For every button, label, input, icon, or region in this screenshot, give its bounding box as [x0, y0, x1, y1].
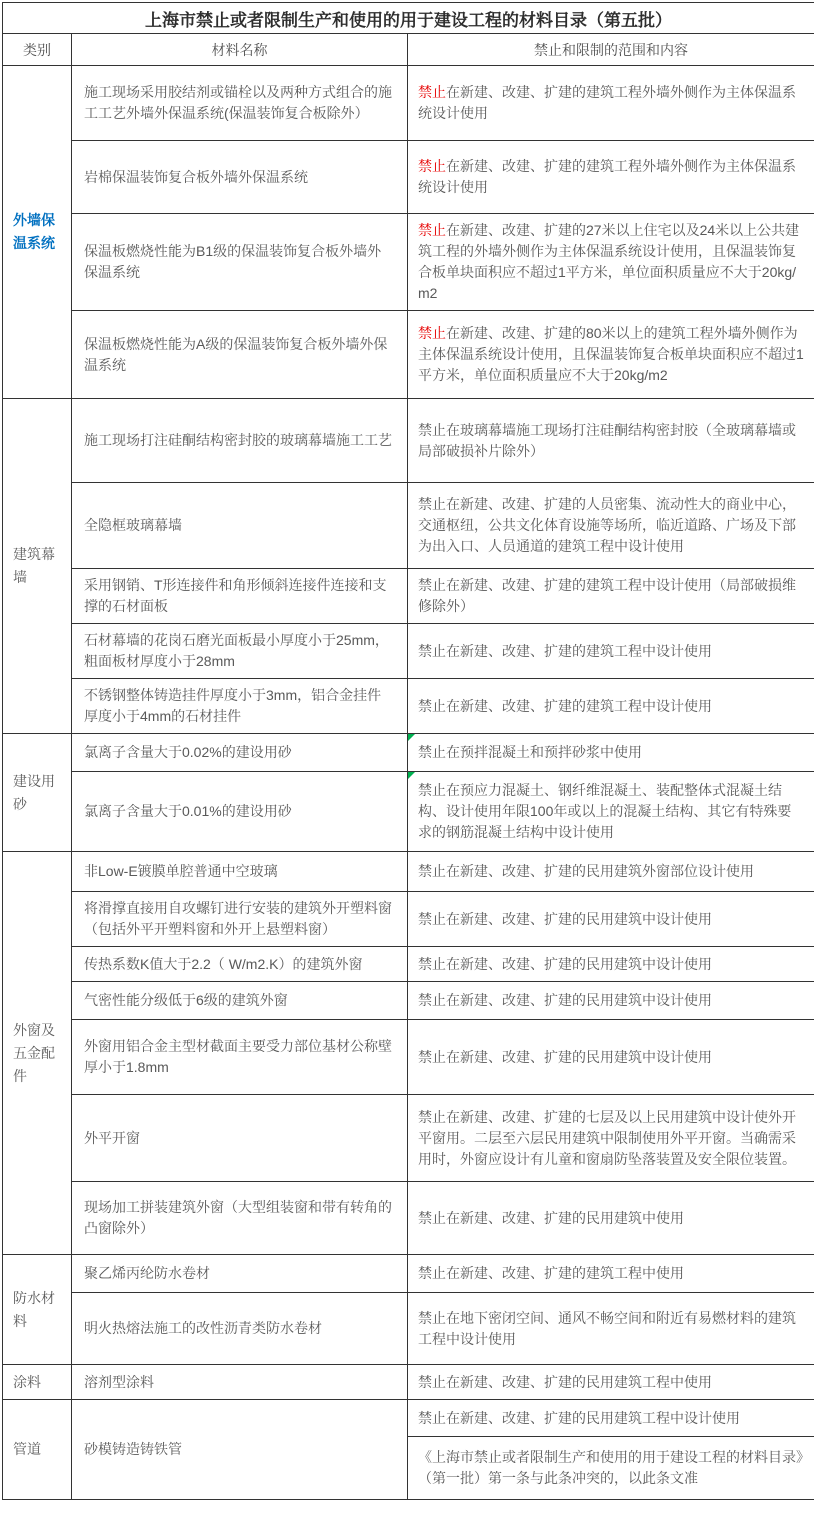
restriction-text: 禁止在新建、改建、扩建的建筑工程中设计使用 [418, 698, 712, 714]
category-cell: 管道 [3, 1400, 72, 1500]
title-row [3, 3, 814, 34]
material-cell: 保温板燃烧性能为B1级的保温装饰复合板外墙外保温系统 [72, 214, 408, 311]
restriction-cell [408, 1400, 814, 1437]
material-cell: 聚乙烯丙纶防水卷材 [72, 1255, 408, 1293]
table-row [3, 141, 814, 214]
table-row [3, 1400, 814, 1437]
category-cell: 建筑幕墙 [3, 399, 72, 734]
restriction-text: 禁止在新建、改建、扩建的民用建筑中设计使用 [418, 911, 712, 927]
table-row [3, 947, 814, 982]
comment-marker-icon [408, 734, 415, 741]
restriction-text: 禁止在新建、改建、扩建的民用建筑中设计使用 [418, 956, 712, 972]
restriction-cell [408, 734, 814, 772]
restriction-cell [408, 569, 814, 624]
material-cell: 采用钢销、T形连接件和角形倾斜连接件连接和支撑的石材面板 [72, 569, 408, 624]
restriction-cell [408, 311, 814, 399]
table-row [3, 1095, 814, 1182]
table-row [3, 624, 814, 679]
restriction-text: 禁止在新建、改建、扩建的建筑工程中设计使用（局部破损维修除外） [418, 577, 796, 614]
materials-table [2, 2, 814, 1500]
table-row [3, 734, 814, 772]
restriction-cell [408, 1182, 814, 1255]
restriction-cell [408, 1365, 814, 1400]
material-cell: 全隐框玻璃幕墙 [72, 483, 408, 569]
material-cell: 将滑撑直接用自攻螺钉进行安装的建筑外开塑料窗（包括外平开塑料窗和外开上悬塑料窗） [72, 892, 408, 947]
page-title: 上海市禁止或者限制生产和使用的用于建设工程的材料目录（第五批） [3, 3, 814, 34]
table-row [3, 772, 814, 852]
table-row [3, 569, 814, 624]
table-row [3, 679, 814, 734]
restriction-text: 禁止在玻璃幕墙施工现场打注硅酮结构密封胶（全玻璃幕墙或局部破损补片除外） [418, 422, 796, 459]
category-cell: 建设用砂 [3, 734, 72, 852]
restriction-text: 禁止在地下密闭空间、通风不畅空间和附近有易燃材料的建筑工程中设计使用 [418, 1310, 796, 1347]
restriction-cell [408, 1020, 814, 1095]
material-cell: 石材幕墙的花岗石磨光面板最小厚度小于25mm，粗面板材厚度小于28mm [72, 624, 408, 679]
col-header-restriction: 禁止和限制的范围和内容 [408, 34, 814, 66]
restriction-cell [408, 1293, 814, 1365]
table-row [3, 1255, 814, 1293]
material-cell: 气密性能分级低于6级的建筑外窗 [72, 982, 408, 1020]
restriction-cell [408, 1255, 814, 1293]
table-row [3, 399, 814, 483]
material-cell: 明火热熔法施工的改性沥青类防水卷材 [72, 1293, 408, 1365]
comment-marker-icon [408, 772, 415, 779]
restriction-text: 禁止在新建、改建、扩建的民用建筑工程中设计使用 [418, 1410, 740, 1426]
table-row [3, 483, 814, 569]
ban-keyword: 禁止 [418, 158, 446, 174]
restriction-cell [408, 852, 814, 892]
table-row [3, 311, 814, 399]
table-row [3, 852, 814, 892]
table-row [3, 1020, 814, 1095]
restriction-text: 禁止在新建、改建、扩建的民用建筑工程中使用 [418, 1374, 712, 1390]
material-cell: 溶剂型涂料 [72, 1365, 408, 1400]
restriction-text: 禁止在新建、改建、扩建的人员密集、流动性大的商业中心，交通枢纽，公共文化体育设施等场所，临近道路、广场及下部为出入口、人员通道的建筑工程中设计使用 [418, 496, 796, 554]
restriction-text: 在新建、改建、扩建的建筑工程外墙外侧作为主体保温系统设计使用 [418, 158, 796, 195]
restriction-cell [408, 624, 814, 679]
restriction-text: 《上海市禁止或者限制生产和使用的用于建设工程的材料目录》（第一批）第一条与此条冲突的，以此条文准 [418, 1449, 803, 1486]
restriction-cell [408, 483, 814, 569]
restriction-cell [408, 772, 814, 852]
material-cell: 岩棉保温装饰复合板外墙外保温系统 [72, 141, 408, 214]
document-page [0, 2, 814, 1500]
restriction-cell [408, 66, 814, 141]
restriction-cell [408, 679, 814, 734]
category-cell: 外墙保温系统 [3, 66, 72, 399]
restriction-text: 禁止在新建、改建、扩建的民用建筑中使用 [418, 1210, 684, 1226]
col-header-material: 材料名称 [72, 34, 408, 66]
restriction-cell [408, 141, 814, 214]
table-row [3, 892, 814, 947]
material-cell: 砂模铸造铸铁管 [72, 1400, 408, 1500]
material-cell: 氯离子含量大于0.01%的建设用砂 [72, 772, 408, 852]
restriction-cell [408, 399, 814, 483]
material-cell: 现场加工拼装建筑外窗（大型组装窗和带有转角的凸窗除外） [72, 1182, 408, 1255]
restriction-text: 在新建、改建、扩建的建筑工程外墙外侧作为主体保温系统设计使用 [418, 84, 796, 121]
material-cell: 外平开窗 [72, 1095, 408, 1182]
table-row [3, 982, 814, 1020]
ban-keyword: 禁止 [418, 222, 446, 238]
restriction-text: 在新建、改建、扩建的27米以上住宅以及24米以上公共建筑工程的外墙外侧作为主体保温系统设计使用，且保温装饰复合板单块面积应不超过1平方米，单位面积质量应不大于20kg/m2 [418, 222, 799, 301]
restriction-text: 禁止在预拌混凝土和预拌砂浆中使用 [418, 744, 642, 760]
category-cell: 防水材料 [3, 1255, 72, 1365]
material-cell: 氯离子含量大于0.02%的建设用砂 [72, 734, 408, 772]
restriction-cell [408, 947, 814, 982]
ban-keyword: 禁止 [418, 325, 446, 341]
restriction-cell [408, 892, 814, 947]
table-row [3, 214, 814, 311]
category-cell: 外窗及五金配件 [3, 852, 72, 1255]
restriction-text: 禁止在新建、改建、扩建的民用建筑外窗部位设计使用 [418, 863, 754, 879]
table-row [3, 1182, 814, 1255]
category-cell: 涂料 [3, 1365, 72, 1400]
col-header-category: 类别 [3, 34, 72, 66]
restriction-text: 禁止在新建、改建、扩建的民用建筑中设计使用 [418, 992, 712, 1008]
ban-keyword: 禁止 [418, 84, 446, 100]
material-cell: 外窗用铝合金主型材截面主要受力部位基材公称壁厚小于1.8mm [72, 1020, 408, 1095]
restriction-text: 禁止在新建、改建、扩建的建筑工程中设计使用 [418, 643, 712, 659]
material-cell: 不锈钢整体铸造挂件厚度小于3mm，铝合金挂件厚度小于4mm的石材挂件 [72, 679, 408, 734]
restriction-cell [408, 982, 814, 1020]
restriction-text: 禁止在新建、改建、扩建的民用建筑中设计使用 [418, 1049, 712, 1065]
restriction-cell [408, 214, 814, 311]
material-cell: 非Low-E镀膜单腔普通中空玻璃 [72, 852, 408, 892]
table-row [3, 1365, 814, 1400]
restriction-text: 禁止在预应力混凝土、钢纤维混凝土、装配整体式混凝土结构、设计使用年限100年或以上的混凝土结构、其它有特殊要求的钢筋混凝土结构中设计使用 [418, 782, 791, 840]
material-cell: 施工现场采用胶结剂或锚栓以及两种方式组合的施工工艺外墙外保温系统(保温装饰复合板除外） [72, 66, 408, 141]
material-cell: 施工现场打注硅酮结构密封胶的玻璃幕墙施工工艺 [72, 399, 408, 483]
header-row [3, 34, 814, 66]
material-cell: 传热系数K值大于2.2（ W/m2.K）的建筑外窗 [72, 947, 408, 982]
restriction-text: 禁止在新建、改建、扩建的建筑工程中使用 [418, 1265, 684, 1281]
material-cell: 保温板燃烧性能为A级的保温装饰复合板外墙外保温系统 [72, 311, 408, 399]
restriction-text: 禁止在新建、改建、扩建的七层及以上民用建筑中设计使外开平窗用。二层至六层民用建筑中限制使用外平开窗。当确需采用时，外窗应设计有儿童和窗扇防坠落装置及安全限位装置。 [418, 1109, 796, 1167]
restriction-cell [408, 1437, 814, 1500]
restriction-text: 在新建、改建、扩建的80米以上的建筑工程外墙外侧作为主体保温系统设计使用，且保温装饰复合板单块面积应不超过1平方米，单位面积质量应不大于20kg/m2 [418, 325, 804, 383]
table-row [3, 1293, 814, 1365]
restriction-cell [408, 1095, 814, 1182]
table-row [3, 66, 814, 141]
